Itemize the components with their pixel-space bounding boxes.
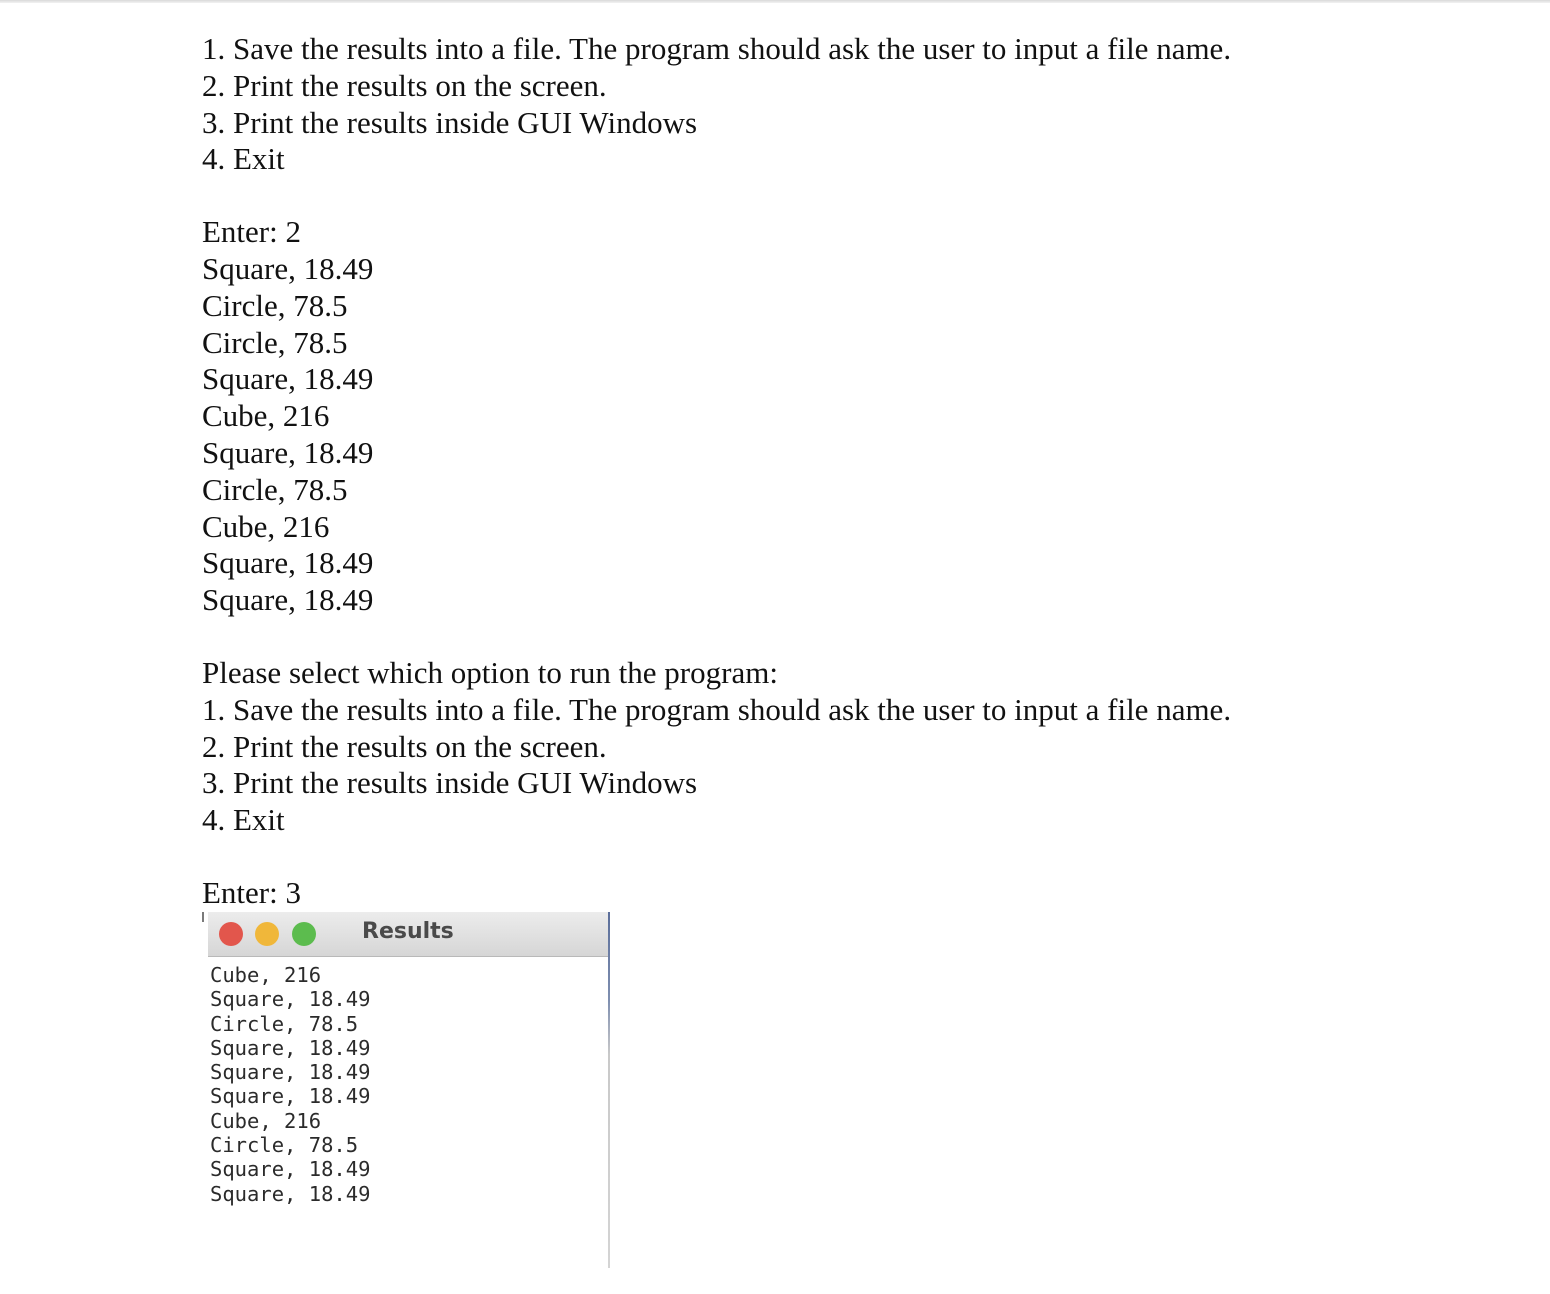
results-window [202, 912, 610, 1268]
spacer [202, 619, 1402, 655]
gui-result-line: Square, 18.49 [210, 1060, 371, 1085]
menu-option-print-screen: 2. Print the results on the screen. [202, 67, 607, 103]
console-output-run-one [202, 214, 1402, 619]
gui-result-line: Square, 18.49 [210, 987, 371, 1012]
result-line: Square, 18.49 [202, 434, 374, 470]
gui-result-line: Circle, 78.5 [210, 1133, 359, 1158]
gui-result-line: Cube, 216 [210, 1108, 322, 1133]
gui-result-line: Cube, 216 [210, 963, 322, 987]
spacer [202, 839, 1402, 875]
menu-option-exit: 4. Exit [202, 802, 285, 838]
gui-result-line: Square, 18.49 [210, 1157, 371, 1182]
gui-result-line: Circle, 78.5 [210, 1011, 359, 1036]
menu-option-print-gui: 3. Print the results inside GUI Windows [202, 765, 698, 801]
zoom-button[interactable] [292, 922, 316, 946]
gui-result-line: Square, 18.49 [210, 1035, 371, 1060]
menu-options-second [202, 655, 1402, 839]
result-line: Square, 18.49 [202, 361, 374, 397]
result-line: Cube, 216 [202, 508, 330, 544]
menu-option-print-gui: 3. Print the results inside GUI Windows [202, 104, 698, 140]
result-line: Circle, 78.5 [202, 287, 348, 323]
gui-result-line: Square, 18.49 [210, 1084, 371, 1109]
document-body [202, 31, 1402, 912]
menu-option-save: 1. Save the results into a file. The program should ask the user to input a file name. [202, 31, 1232, 66]
minimize-button[interactable] [255, 922, 279, 946]
menu-option-save: 1. Save the results into a file. The program should ask the user to input a file name. [202, 691, 1232, 727]
gui-result-line: Square, 18.49 [210, 1181, 371, 1206]
enter-choice-line: Enter: 2 [202, 214, 301, 250]
result-line: Square, 18.49 [202, 582, 374, 618]
enter-choice-line: Enter: 3 [202, 874, 301, 910]
window-edge [202, 912, 204, 922]
menu-option-print-screen: 2. Print the results on the screen. [202, 728, 607, 764]
window-edge [608, 912, 610, 1268]
menu-options-first [202, 31, 1402, 178]
window-title: Results [362, 919, 454, 944]
result-line: Circle, 78.5 [202, 324, 348, 360]
close-button[interactable] [219, 922, 243, 946]
result-line: Cube, 216 [202, 398, 330, 434]
result-line: Square, 18.49 [202, 545, 374, 581]
spacer [202, 178, 1402, 214]
result-line: Square, 18.49 [202, 250, 374, 286]
menu-prompt: Please select which option to run the program: [202, 654, 778, 690]
menu-option-exit: 4. Exit [202, 141, 285, 177]
window-titlebar[interactable] [208, 912, 608, 957]
top-divider [0, 0, 1550, 3]
results-text-area [210, 963, 370, 1206]
result-line: Circle, 78.5 [202, 471, 348, 507]
